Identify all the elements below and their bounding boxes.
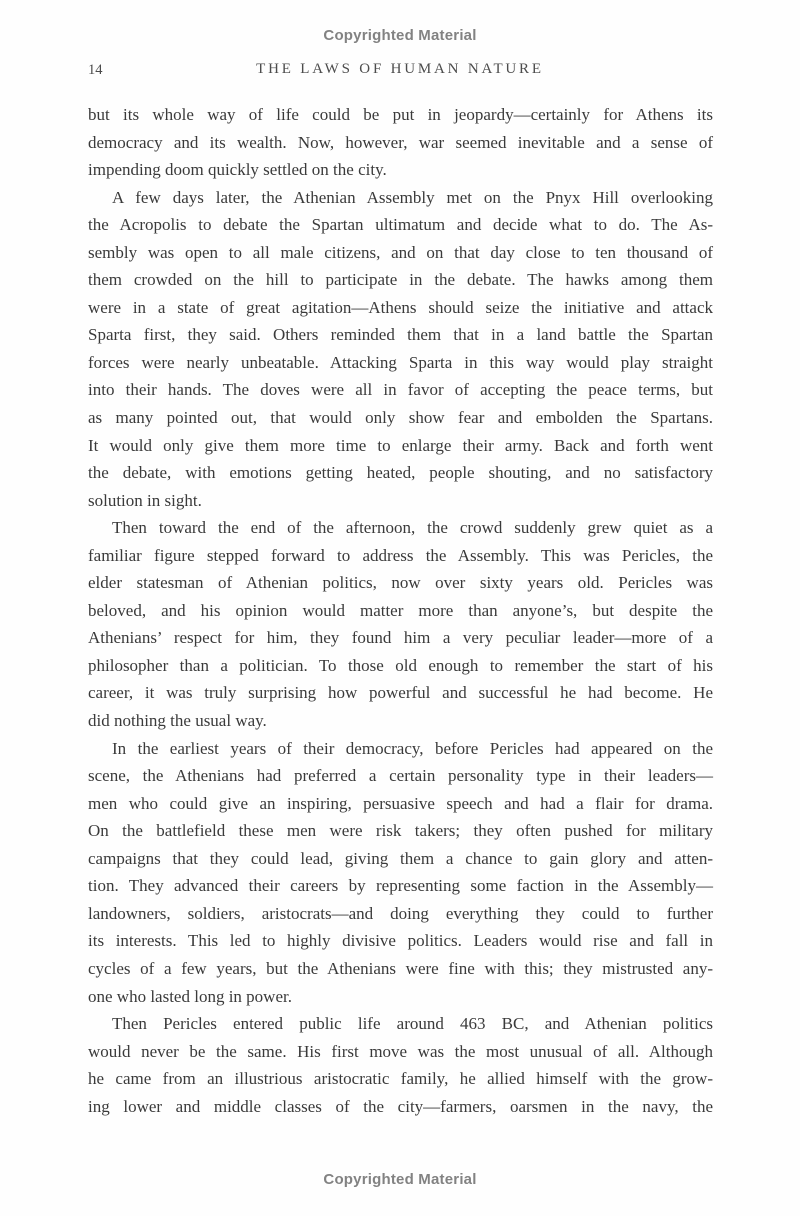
text-line: into their hands. The doves were all in favor of accepting the peace terms, but [88,380,713,400]
text-line: the debate, with emotions getting heated, people shouting, and no satisfactory [88,463,713,483]
text-line: men who could give an inspiring, persuasive speech and had a flair for drama. [88,793,713,813]
text-line: them crowded on the hill to participate in the debate. The hawks among them [88,270,713,290]
text-line: solution in sight. [88,490,202,510]
text-line: In the earliest years of their democracy, before Pericles had appeared on the [112,738,713,758]
paragraph [88,101,713,184]
text-line: A few days later, the Athenian Assembly met on the Pnyx Hill overlooking [112,187,713,207]
text-line: one who lasted long in power. [88,986,292,1006]
text-line: he came from an illustrious aristocratic family, he allied himself with the grow- [88,1069,713,1089]
text-line: beloved, and his opinion would matter more than anyone’s, but despite the [88,600,713,620]
text-line: Then Pericles entered public life around 463 BC, and Athenian politics [112,1014,713,1034]
text-line: landowners, soldiers, aristocrats—and doing everything they could to further [88,903,713,923]
text-line: its interests. This led to highly divisive politics. Leaders would rise and fall in [88,931,713,951]
page-number: 14 [88,62,103,78]
text-line: did nothing the usual way. [88,711,267,731]
text-line: sembly was open to all male citizens, and on that day close to ten thousand of [88,242,713,262]
text-line: were in a state of great agitation—Athens should seize the initiative and attack [88,297,713,317]
text-line: familiar figure stepped forward to address the Assembly. This was Pericles, the [88,545,713,565]
paragraph [88,1010,713,1120]
text-line: campaigns that they could lead, giving them a chance to gain glory and atten- [88,848,713,868]
text-line: cycles of a few years, but the Athenians were fine with this; they mistrusted any- [88,958,713,978]
text-line: career, it was truly surprising how powerful and successful he had become. He [88,683,713,703]
paragraph [88,735,713,1010]
copyright-notice-bottom: Copyrighted Material [323,1171,477,1188]
text-line: the Acropolis to debate the Spartan ultimatum and decide what to do. The As- [88,215,713,235]
text-line: elder statesman of Athenian politics, now over sixty years old. Pericles was [88,573,713,593]
text-line: ing lower and middle classes of the city—farmers, oarsmen in the navy, the [88,1096,713,1116]
body-text [88,101,713,1120]
text-line: philosopher than a politician. To those old enough to remember the start of his [88,655,713,675]
paragraph [88,514,713,734]
running-head-row [0,61,800,81]
text-line: democracy and its wealth. Now, however, war seemed inevitable and a sense of [88,132,713,152]
text-line: It would only give them more time to enlarge their army. Back and forth went [88,435,713,455]
copyright-notice-top: Copyrighted Material [323,27,477,44]
text-line: scene, the Athenians had preferred a certain personality type in their leaders— [88,766,713,786]
text-line: impending doom quickly settled on the city. [88,160,387,180]
paragraph [88,184,713,515]
text-line: Sparta first, they said. Others reminded them that in a land battle the Spartan [88,325,713,345]
text-line: Then toward the end of the afternoon, the crowd suddenly grew quiet as a [112,518,713,538]
text-line: forces were nearly unbeatable. Attacking Sparta in this way would play straight [88,352,713,372]
text-line: as many pointed out, that would only show fear and embolden the Spartans. [88,408,713,428]
text-line: but its whole way of life could be put in jeopardy—certainly for Athens its [88,105,713,124]
running-head-title: THE LAWS OF HUMAN NATURE [256,61,544,77]
text-line: Athenians’ respect for him, they found him a very peculiar leader—more of a [88,628,713,648]
text-line: On the battlefield these men were risk takers; they often pushed for military [88,821,713,841]
text-line: would never be the same. His first move was the most unusual of all. Although [88,1041,713,1061]
text-line: tion. They advanced their careers by representing some faction in the Assembly— [88,876,713,896]
